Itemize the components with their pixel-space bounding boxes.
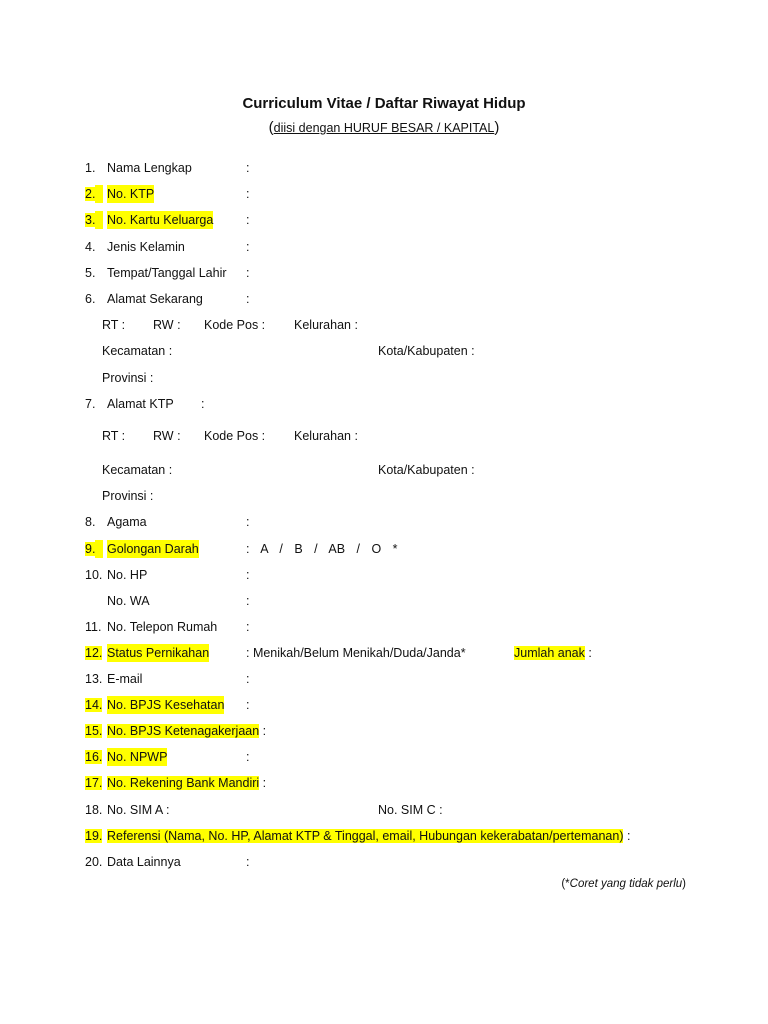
label-jenis-kelamin: Jenis Kelamin (107, 240, 185, 254)
label-bpjs-ketenagakerjaan: No. BPJS Ketenagakerjaan (107, 724, 260, 738)
label-kode-pos: Kode Pos : (204, 429, 266, 443)
label-data-lainnya: Data Lainnya (107, 855, 181, 869)
label-kota-kabupaten: Kota/Kabupaten : (378, 463, 475, 477)
label-kelurahan: Kelurahan : (294, 318, 358, 332)
colon: : (201, 397, 205, 411)
item-number: 8. (85, 515, 96, 529)
item-number: 4. (85, 240, 96, 254)
colon: : (246, 292, 250, 306)
label-golongan-darah: Golongan Darah (107, 542, 199, 556)
page-subtitle (0, 119, 768, 136)
item-number: 19. (85, 829, 103, 843)
label-rt: RT : (102, 429, 126, 443)
label-provinsi: Provinsi : (102, 371, 154, 385)
colon: : (584, 646, 592, 660)
label-nama-lengkap: Nama Lengkap (107, 161, 192, 175)
colon: : (259, 724, 267, 738)
subtitle-close-paren: ) (494, 119, 500, 136)
item-number: 5. (85, 266, 96, 280)
marital-status-options: : Menikah/Belum Menikah/Duda/Janda* (246, 646, 466, 660)
label-sim-a: No. SIM A : (107, 803, 170, 817)
item-number: 17. (85, 776, 103, 790)
colon: : (246, 515, 250, 529)
label-no-wa: No. WA (107, 594, 150, 608)
label-status-pernikahan: Status Pernikahan (107, 646, 210, 660)
label-alamat-sekarang: Alamat Sekarang (107, 292, 203, 306)
label-sim-c: No. SIM C : (378, 803, 443, 817)
item-number: 12. (85, 646, 103, 660)
colon: : (246, 240, 250, 254)
label-kota-kabupaten: Kota/Kabupaten : (378, 344, 475, 358)
item-number: 10. (85, 568, 103, 582)
label-kelurahan: Kelurahan : (294, 429, 358, 443)
item-number: 13. (85, 672, 103, 686)
label-tempat-tanggal-lahir: Tempat/Tanggal Lahir (107, 266, 227, 280)
label-referensi: Referensi (Nama, No. HP, Alamat KTP & Tinggal, email, Hubungan kekerabatan/pertemanan) (107, 829, 624, 843)
item-number: 3. (85, 213, 96, 227)
item-number: 11. (85, 620, 102, 634)
colon: : (246, 750, 250, 764)
subtitle-open-paren: ( (268, 119, 274, 136)
label-rt: RT : (102, 318, 126, 332)
item-number: 16. (85, 750, 103, 764)
label-npwp: No. NPWP (107, 750, 168, 764)
item-number: 15. (85, 724, 103, 738)
colon: : (246, 594, 250, 608)
colon: : (246, 620, 250, 634)
colon: : (246, 161, 250, 175)
item-number: 2. (85, 187, 96, 201)
label-rw: RW : (153, 318, 181, 332)
footnote (561, 878, 686, 890)
label-no-kartu-keluarga: No. Kartu Keluarga (107, 213, 214, 227)
colon: : (623, 829, 631, 843)
label-kecamatan: Kecamatan : (102, 463, 173, 477)
subtitle-text: diisi dengan HURUF BESAR / KAPITAL (273, 121, 495, 135)
colon: : (246, 698, 250, 712)
label-bpjs-kesehatan: No. BPJS Kesehatan (107, 698, 225, 712)
footnote-close: ) (682, 878, 686, 890)
label-kode-pos: Kode Pos : (204, 318, 266, 332)
label-no-telepon-rumah: No. Telepon Rumah (107, 620, 218, 634)
page-title: Curriculum Vitae / Daftar Riwayat Hidup (242, 95, 526, 112)
colon: : (259, 776, 267, 790)
label-alamat-ktp: Alamat KTP (107, 397, 174, 411)
label-agama: Agama (107, 515, 147, 529)
colon: : (246, 266, 250, 280)
label-no-hp: No. HP (107, 568, 148, 582)
blood-type-options: : A / B / AB / O * (246, 542, 398, 556)
colon: : (246, 187, 250, 201)
item-number: 7. (85, 397, 96, 411)
item-number: 20. (85, 855, 103, 869)
item-number: 1. (85, 161, 96, 175)
item-number: 14. (85, 698, 103, 712)
label-kecamatan: Kecamatan : (102, 344, 173, 358)
item-number: 9. (85, 542, 96, 556)
colon: : (246, 568, 250, 582)
footnote-open: (* (561, 878, 570, 890)
label-jumlah-anak: Jumlah anak (514, 646, 585, 660)
colon: : (246, 855, 250, 869)
colon: : (246, 213, 250, 227)
footnote-text: Coret yang tidak perlu (569, 878, 683, 890)
label-provinsi: Provinsi : (102, 489, 154, 503)
item-number: 18. (85, 803, 103, 817)
label-email: E-mail (107, 672, 143, 686)
item-number: 6. (85, 292, 96, 306)
label-no-ktp: No. KTP (107, 187, 155, 201)
label-rekening-bank-mandiri: No. Rekening Bank Mandiri (107, 776, 260, 790)
colon: : (246, 672, 250, 686)
label-rw: RW : (153, 429, 181, 443)
